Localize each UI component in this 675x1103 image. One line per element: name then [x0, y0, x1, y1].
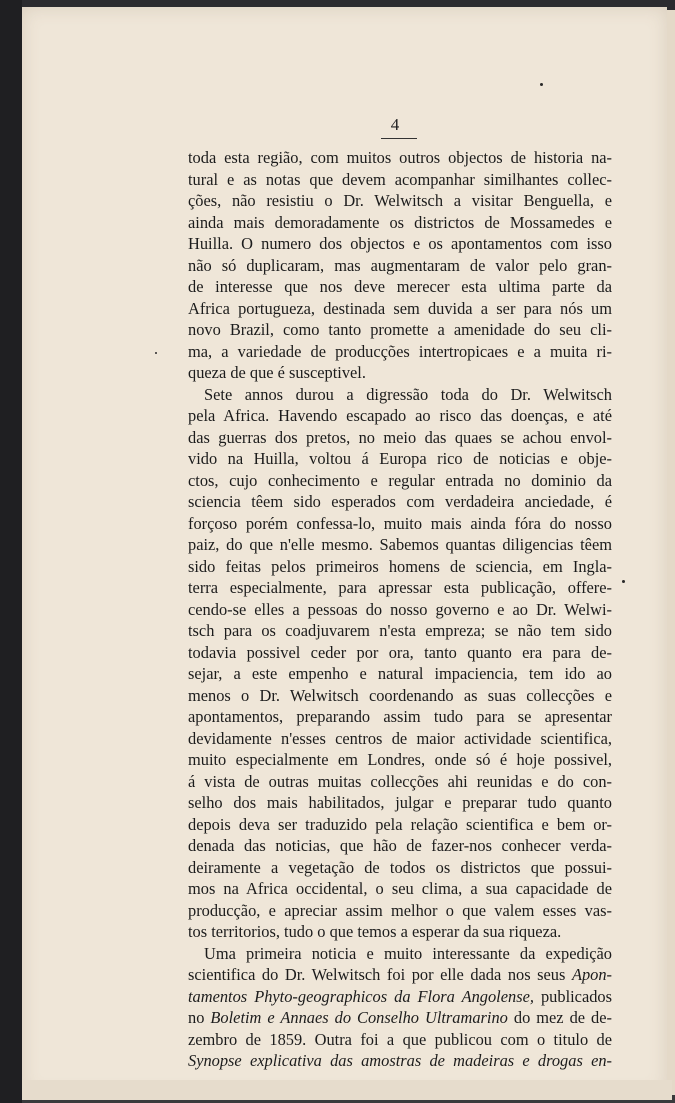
text-line: [188, 190, 612, 212]
text-segment: ctos, cujo conhecimento e regular entrada no dominio da: [188, 470, 612, 490]
text-line: [188, 986, 612, 1008]
text-segment: novo Brazil, como tanto promette a amenidade do seu cli-: [188, 320, 612, 339]
text-line: [188, 513, 612, 535]
text-segment: cendo-se elles a pessoas do nosso governo e ao Dr. Welwi-: [188, 599, 612, 619]
ink-speck: [155, 352, 157, 354]
text-segment: vido na Huilla, voltou á Europa rico de noticias e obje-: [188, 449, 612, 468]
text-line: [188, 900, 612, 922]
text-line: [188, 749, 612, 771]
text-line: [188, 212, 612, 234]
text-line: [188, 792, 612, 814]
text-segment: selho dos mais habilitados, julgar e preparar tudo quanto: [188, 793, 612, 812]
text-line: [188, 642, 612, 664]
text-line: [188, 341, 612, 363]
text-segment: tos territorios, tudo o que temos a esperar da sua riqueza.: [188, 922, 562, 941]
text-segment: ainda mais demoradamente os districtos de Mossamedes e: [188, 212, 612, 232]
text-line: [188, 491, 612, 513]
text-segment: deiramente a vegetação de todos os districtos que possui-: [188, 857, 612, 877]
text-line: [188, 233, 612, 255]
text-line: [188, 362, 612, 384]
text-line: [188, 964, 612, 986]
text-line: [188, 577, 612, 599]
text-segment: todavia possivel ceder por ora, tanto quanto era para de-: [188, 642, 612, 662]
text-line: [188, 728, 612, 750]
italic-text-segment: tamentos Phyto-geographicos da Flora Angolense,: [188, 986, 534, 1006]
text-line: [188, 169, 612, 191]
text-line: [188, 663, 612, 685]
text-line: [188, 857, 612, 879]
text-segment: publicados: [533, 986, 612, 1006]
text-segment: pela Africa. Havendo escapado ao risco das doenças, e até: [188, 406, 612, 425]
text-segment: queza de que é susceptivel.: [188, 363, 366, 382]
text-line: [188, 427, 612, 449]
text-line: [188, 298, 612, 320]
text-line: [188, 1007, 612, 1029]
text-segment: Uma primeira noticia e muito interessante da expedição: [204, 943, 612, 963]
text-line: [188, 921, 612, 943]
text-line: [188, 1050, 612, 1072]
italic-text-segment: Apon-: [571, 965, 612, 984]
text-segment: terra especialmente, para apressar esta publicação, offere-: [188, 578, 612, 597]
text-segment: apontamentos, preparando assim tudo para se apresentar: [188, 707, 612, 726]
text-line: [188, 147, 612, 169]
text-line: [188, 620, 612, 642]
text-segment: sido feitas pelos primeiros homens de sciencia, em Ingla-: [188, 556, 612, 576]
text-segment: de interesse que nos deve merecer esta ultima parte da: [188, 277, 612, 296]
text-segment: Sete annos durou a digressão toda do Dr. Welwitsch: [204, 384, 612, 404]
ink-speck: [622, 580, 625, 583]
text-segment: sciencia têem sido esperados com verdadeira anciedade, é: [188, 492, 612, 511]
text-line: [188, 878, 612, 900]
text-line: [188, 319, 612, 341]
text-segment: toda esta região, com muitos outros objectos de historia na-: [188, 148, 612, 167]
text-line: [188, 534, 612, 556]
text-segment: denada das noticias, que hão de fazer-nos conhecer verda-: [188, 836, 612, 855]
text-segment: paiz, do que n'elle mesmo. Sabemos quantas diligencias têem: [188, 535, 612, 554]
text-line: [188, 685, 612, 707]
body-text: [188, 147, 612, 1072]
page-number-rule: [381, 138, 417, 139]
page-number: 4: [390, 115, 400, 134]
text-segment: muito especialmente em Londres, onde só é hoje possivel,: [188, 750, 612, 769]
text-segment: producção, e apreciar assim melhor o que valem esses vas-: [188, 900, 612, 920]
text-segment: devidamente n'esses centros de maior actividade scientifica,: [188, 728, 612, 748]
text-line: [188, 835, 612, 857]
text-segment: no: [188, 1008, 211, 1027]
text-segment: zembro de 1859. Outra foi a que publicou com o titulo de: [188, 1029, 612, 1049]
text-segment: menos o Dr. Welwitsch coordenando as suas collecções e: [188, 685, 612, 705]
text-segment: sejar, a este empenho e natural impaciencia, tem ido ao: [188, 664, 612, 683]
text-line: [188, 599, 612, 621]
italic-text-segment: Boletim e Annaes do Conselho Ultramarino: [210, 1008, 508, 1027]
text-line: [188, 556, 612, 578]
page-bottom-edge: [22, 1080, 672, 1100]
text-segment: á vista de outras muitas collecções ahi reunidas e do con-: [188, 771, 612, 791]
text-line: [188, 448, 612, 470]
scan-background-left: [0, 0, 22, 1103]
text-line: [188, 405, 612, 427]
text-segment: scientifica do Dr. Welwitsch foi por elle dada nos seus: [188, 965, 572, 984]
text-line: [188, 255, 612, 277]
text-line: [188, 943, 612, 965]
text-segment: tural e as notas que devem acompanhar similhantes collec-: [188, 169, 612, 189]
italic-text-segment: Synopse explicativa das amostras de madeiras e drogas en-: [188, 1051, 612, 1070]
text-segment: Africa portugueza, destinada sem duvida a ser para nós um: [188, 298, 612, 318]
text-segment: Huilla. O numero dos objectos e os apontamentos com isso: [188, 234, 612, 253]
text-line: [188, 814, 612, 836]
text-segment: tsch para os coadjuvarem n'esta empreza; se não tem sido: [188, 621, 612, 640]
text-segment: ma, a variedade de producções intertropicaes e a muita ri-: [188, 341, 612, 361]
text-line: [188, 470, 612, 492]
text-segment: não só duplicaram, mas augmentaram de valor pelo gran-: [188, 255, 612, 275]
text-segment: mos na Africa occidental, o seu clima, a sua capacidade de: [188, 879, 612, 898]
text-line: [188, 1029, 612, 1051]
text-line: [188, 771, 612, 793]
text-segment: das guerras dos pretos, no meio das quaes se achou envol-: [188, 427, 612, 447]
text-line: [188, 384, 612, 406]
text-segment: do mez de de-: [507, 1008, 612, 1027]
text-segment: forçoso porém confessa-lo, muito mais ainda fóra do nosso: [188, 513, 612, 533]
ink-speck: [540, 83, 543, 86]
text-segment: ções, não resistiu o Dr. Welwitsch a visitar Benguella, e: [188, 191, 612, 210]
text-line: [188, 276, 612, 298]
text-segment: depois deva ser traduzido pela relação scientifica e bem or-: [188, 814, 612, 834]
text-line: [188, 706, 612, 728]
